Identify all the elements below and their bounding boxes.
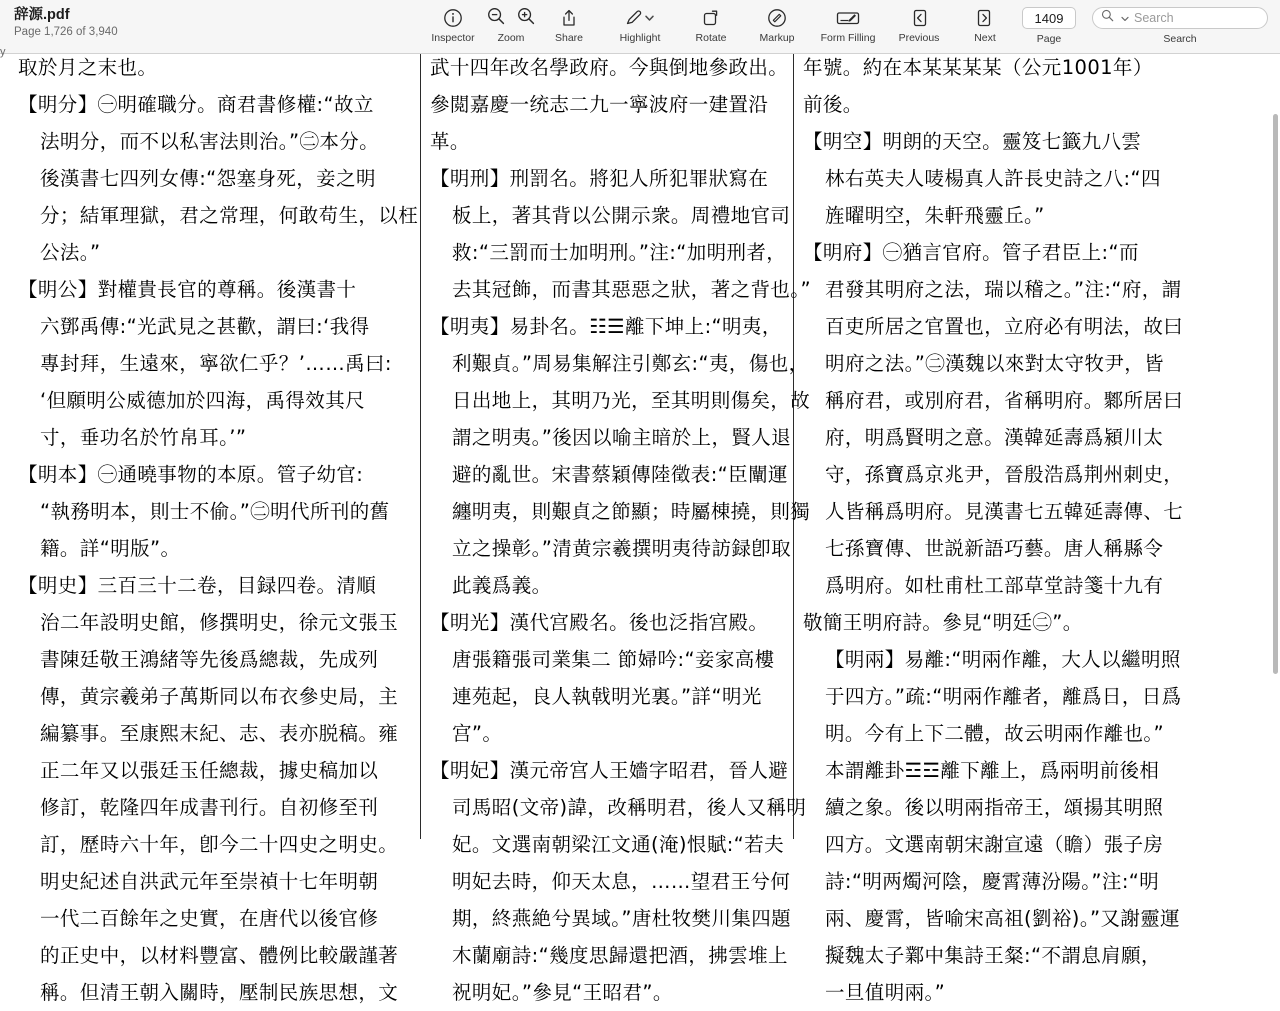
text-line: 百吏所居之官置也，立府必有明法，故曰 <box>825 315 1184 338</box>
page-right-icon <box>975 7 995 29</box>
text-line: 七孫寶傳、世説新語巧藝。唐人稱縣令 <box>825 537 1164 560</box>
info-circle-icon <box>443 7 463 29</box>
text-line: 祝明妃。”參見“王昭君”。 <box>452 981 673 1004</box>
chevron-down-icon[interactable] <box>1121 9 1129 27</box>
previous-page-button[interactable] <box>886 7 952 44</box>
zoom-label: Zoom <box>497 32 525 44</box>
text-line: 守，孫寶爲京兆尹，晉殷浩爲荆州刺史， <box>825 463 1184 486</box>
text-line: 公法。” <box>40 241 101 264</box>
text-line: 避的亂世。宋書蔡穎傳陸徵表:“臣闡運 <box>452 463 788 486</box>
text-line: 板上，著其背以公開示衆。周禮地官司 <box>452 204 791 227</box>
text-line: 唐張籍張司業集二 節婦吟:“妾家高樓 <box>452 648 775 671</box>
text-line: 【明府】㊀猶言官府。管子君臣上:“而 <box>803 241 1139 264</box>
next-page-button[interactable] <box>952 7 1018 44</box>
text-line: 兩、慶霄，皆喻宋高祖(劉裕)。”又謝靈運 <box>825 907 1181 930</box>
text-line: 寸，垂功名於竹帛耳。’” <box>40 426 247 449</box>
text-line: 【明光】漢代宫殿名。後也泛指宫殿。 <box>430 611 769 634</box>
text-line: 司馬昭(文帝)諱，改稱明君，後人又稱明 <box>452 796 807 819</box>
text-line: 救:“三罰而士加明刑。”注:“加明刑者， <box>452 241 787 264</box>
text-line: 連苑起，良人執戟明光裏。”詳“明光 <box>452 685 762 708</box>
text-line: 明。今有上下二體，故云明兩作離也。” <box>825 722 1165 745</box>
text-line: 明史紀述自洪武元年至崇禎十七年明朝 <box>40 870 379 893</box>
text-line: 續之象。後以明兩指帝王，頌揚其明照 <box>825 796 1164 819</box>
text-line: 法明分，而不以私害法則治。”㊁本分。 <box>40 130 380 153</box>
dictionary-column-1 <box>0 49 420 1004</box>
search-input[interactable] <box>1092 7 1268 29</box>
inspector-button[interactable] <box>420 7 486 44</box>
text-line: 稱。但清王朝入關時，壓制民族思想，文 <box>40 981 399 1004</box>
text-line: 期，終燕絶兮異域。”唐杜牧樊川集四題 <box>452 907 792 930</box>
text-line: 稱府君，或別府君，省稱明府。鄹所居曰 <box>825 389 1184 412</box>
text-line: 敬簡王明府詩。參見“明廷㊁”。 <box>803 611 1083 634</box>
highlight-button[interactable] <box>602 7 678 44</box>
text-line: 一代二百餘年之史實，在唐代以後官修 <box>40 907 379 930</box>
form-filling-button[interactable] <box>810 7 886 44</box>
text-line: 書陳廷敬王鴻緒等先後爲總裁，先成列 <box>40 648 379 671</box>
text-line: 詩:“明两燭河陰，慶霄薄汾陽。”注:“明 <box>825 870 1160 893</box>
text-line: 利艱貞。”周易集解注引鄭玄:“夷，傷也， <box>452 352 809 375</box>
text-line: 木蘭廟詩:“幾度思歸還把酒，拂雲堆上 <box>452 944 788 967</box>
inspector-label: Inspector <box>431 32 475 44</box>
page-label: Page <box>1036 33 1062 45</box>
text-line: 正二年又以張廷玉任總裁，據史稿加以 <box>40 759 379 782</box>
form-icon <box>835 7 861 29</box>
text-line: 爲明府。如杜甫杜工部草堂詩箋十九有 <box>825 574 1164 597</box>
text-line: 革。 <box>430 130 470 153</box>
text-line: 【明夷】易卦名。☷☰離下坤上:“明夷， <box>430 315 782 338</box>
text-line: 取於月之末也。 <box>18 56 158 79</box>
text-line: 四方。文選南朝宋謝宣遠（瞻）張子房 <box>825 833 1164 856</box>
text-line: 傳，黄宗羲弟子萬斯同以布衣參史局，主 <box>40 685 399 708</box>
rotate-label: Rotate <box>695 32 727 44</box>
text-line: 年號。約在本某某某某（公元1001年） <box>803 56 1153 79</box>
text-line: 本謂離卦☲☲離下離上，爲兩明前後相 <box>825 759 1160 782</box>
text-line: 日出地上，其明乃光，至其明則傷矣，故 <box>452 389 811 412</box>
sidebar-sliver-label: y <box>0 46 6 58</box>
dictionary-column-3 <box>793 49 1280 1004</box>
next-label: Next <box>974 32 996 44</box>
document-title: 辞源.pdf <box>14 7 70 23</box>
search-label: Search <box>1163 33 1197 45</box>
pdf-page-view[interactable] <box>0 54 1280 1004</box>
share-button[interactable] <box>536 7 602 44</box>
text-line: 此義爲義。 <box>452 574 552 597</box>
markup-circle-icon <box>767 7 787 29</box>
text-line: 【明史】三百三十二卷，目録四卷。清順 <box>18 574 377 597</box>
text-line: 【明空】明朗的天空。靈笈七籤九八雲 <box>803 130 1142 153</box>
text-line: 後漢書七四列女傳:“怨塞身死，妾之明 <box>40 167 376 190</box>
text-line: 君發其明府之法，瑞以稽之。”注:“府，謂 <box>825 278 1182 301</box>
share-icon <box>559 7 579 29</box>
form-filling-label: Form Filling <box>820 32 876 44</box>
vertical-scrollbar[interactable] <box>1273 114 1278 674</box>
text-line: 【明分】㊀明確職分。商君書修權:“故立 <box>18 93 374 116</box>
text-line: 明府之法。”㊁漢魏以來對太守牧尹，皆 <box>825 352 1165 375</box>
text-line: 【明妃】漢元帝宫人王嬙字昭君，晉人避 <box>430 759 789 782</box>
pdf-toolbar <box>0 0 1280 54</box>
zoom-in-button[interactable] <box>516 6 536 31</box>
scanned-page-image <box>0 49 1280 1004</box>
text-line: 參閲嘉慶一统志二九一寧波府一建置沿 <box>430 93 769 116</box>
text-line: 纏明夷，則艱貞之節顯；時屬棟撓，則獨 <box>452 500 811 523</box>
text-line: 去其冠飾，而書其惡惡之狀，著之背也。” <box>452 278 811 301</box>
text-line: 編纂事。至康熙末紀、志、表亦脱稿。雍 <box>40 722 399 745</box>
search-control[interactable] <box>1092 7 1268 45</box>
share-label: Share <box>554 32 584 44</box>
page-status: Page 1,726 of 3,940 <box>14 26 118 38</box>
dictionary-column-2 <box>420 49 811 1004</box>
text-line: “執務明本，則士不偷。”㊁明代所刊的舊 <box>40 500 390 523</box>
pen-icon <box>624 7 656 29</box>
text-line: 妃。文選南朝梁江文通(淹)恨賦:“若夫 <box>452 833 784 856</box>
text-line: 府，明爲賢明之意。漢韓延壽爲潁川太 <box>825 426 1164 449</box>
text-line: 旌曜明空，朱軒飛靈丘。” <box>825 204 1045 227</box>
text-line: 【明刑】刑罰名。將犯人所犯罪狀寫在 <box>430 167 769 190</box>
previous-label: Previous <box>898 32 940 44</box>
text-line: 人皆稱爲明府。見漢書七五韓延壽傳、七 <box>825 500 1184 523</box>
text-line: 謂之明夷。”後因以喻主暗於上，賢人退 <box>452 426 792 449</box>
document-info <box>0 0 420 40</box>
page-number-control[interactable] <box>1022 7 1076 45</box>
text-line: 一旦值明兩。” <box>825 981 946 1004</box>
text-line: 【明本】㊀通曉事物的本原。管子幼官: <box>18 463 364 486</box>
text-line: 分；結軍理獄，君之常理，何敢苟生，以枉 <box>40 204 419 227</box>
zoom-out-button[interactable] <box>486 6 506 31</box>
text-line: 【明兩】易離:“明兩作離，大人以繼明照 <box>825 648 1181 671</box>
text-line: 【明公】對權貴長官的尊稱。後漢書十 <box>18 278 357 301</box>
text-line: 林右英夫人唛楊真人許長史詩之八:“四 <box>825 167 1161 190</box>
text-line: 擬魏太子鄴中集詩王粲:“不謂息肩願， <box>825 944 1161 967</box>
text-line: 明妃去時，仰天太息，……望君王兮何 <box>452 870 791 893</box>
text-line: 宫”。 <box>452 722 503 745</box>
page-left-icon <box>909 7 929 29</box>
text-line: 立之操彰。”清黄宗羲撰明夷待訪録卽取 <box>452 537 792 560</box>
text-line: 前後。 <box>803 93 863 116</box>
toolbar-actions <box>420 0 1280 45</box>
text-line: 于四方。”疏:“明兩作離者，離爲日，日爲 <box>825 685 1182 708</box>
rotate-button[interactable] <box>678 7 744 44</box>
markup-label: Markup <box>759 32 795 44</box>
text-line: 的正史中，以材料豐富、體例比較嚴謹著 <box>40 944 399 967</box>
search-placeholder-text: Search <box>1134 11 1174 25</box>
text-line: 籍。詳“明版”。 <box>40 537 181 560</box>
text-line: 專封拜，生遠來，寧欲仁乎？’……禹曰: <box>40 352 392 375</box>
text-line: 六鄧禹傳:“光武見之甚歡，謂曰:‘我得 <box>40 315 370 338</box>
text-line: 武十四年改名學政府。今與倒地參政出。 <box>430 56 789 79</box>
text-line: 訂，歷時六十年，卽今二十四史之明史。 <box>40 833 399 856</box>
highlight-label: Highlight <box>619 32 661 44</box>
zoom-group <box>486 7 536 44</box>
text-line: ‘但願明公威德加於四海，禹得效其尺 <box>40 389 365 412</box>
search-icon <box>1101 9 1114 27</box>
text-line: 修訂，乾隆四年成書刊行。自初修至刊 <box>40 796 379 819</box>
text-line: 治二年設明史館，修撰明史，徐元文張玉 <box>40 611 399 634</box>
markup-button[interactable] <box>744 7 810 44</box>
page-number-input[interactable]: 1409 <box>1022 7 1076 29</box>
rotate-icon <box>701 7 721 29</box>
